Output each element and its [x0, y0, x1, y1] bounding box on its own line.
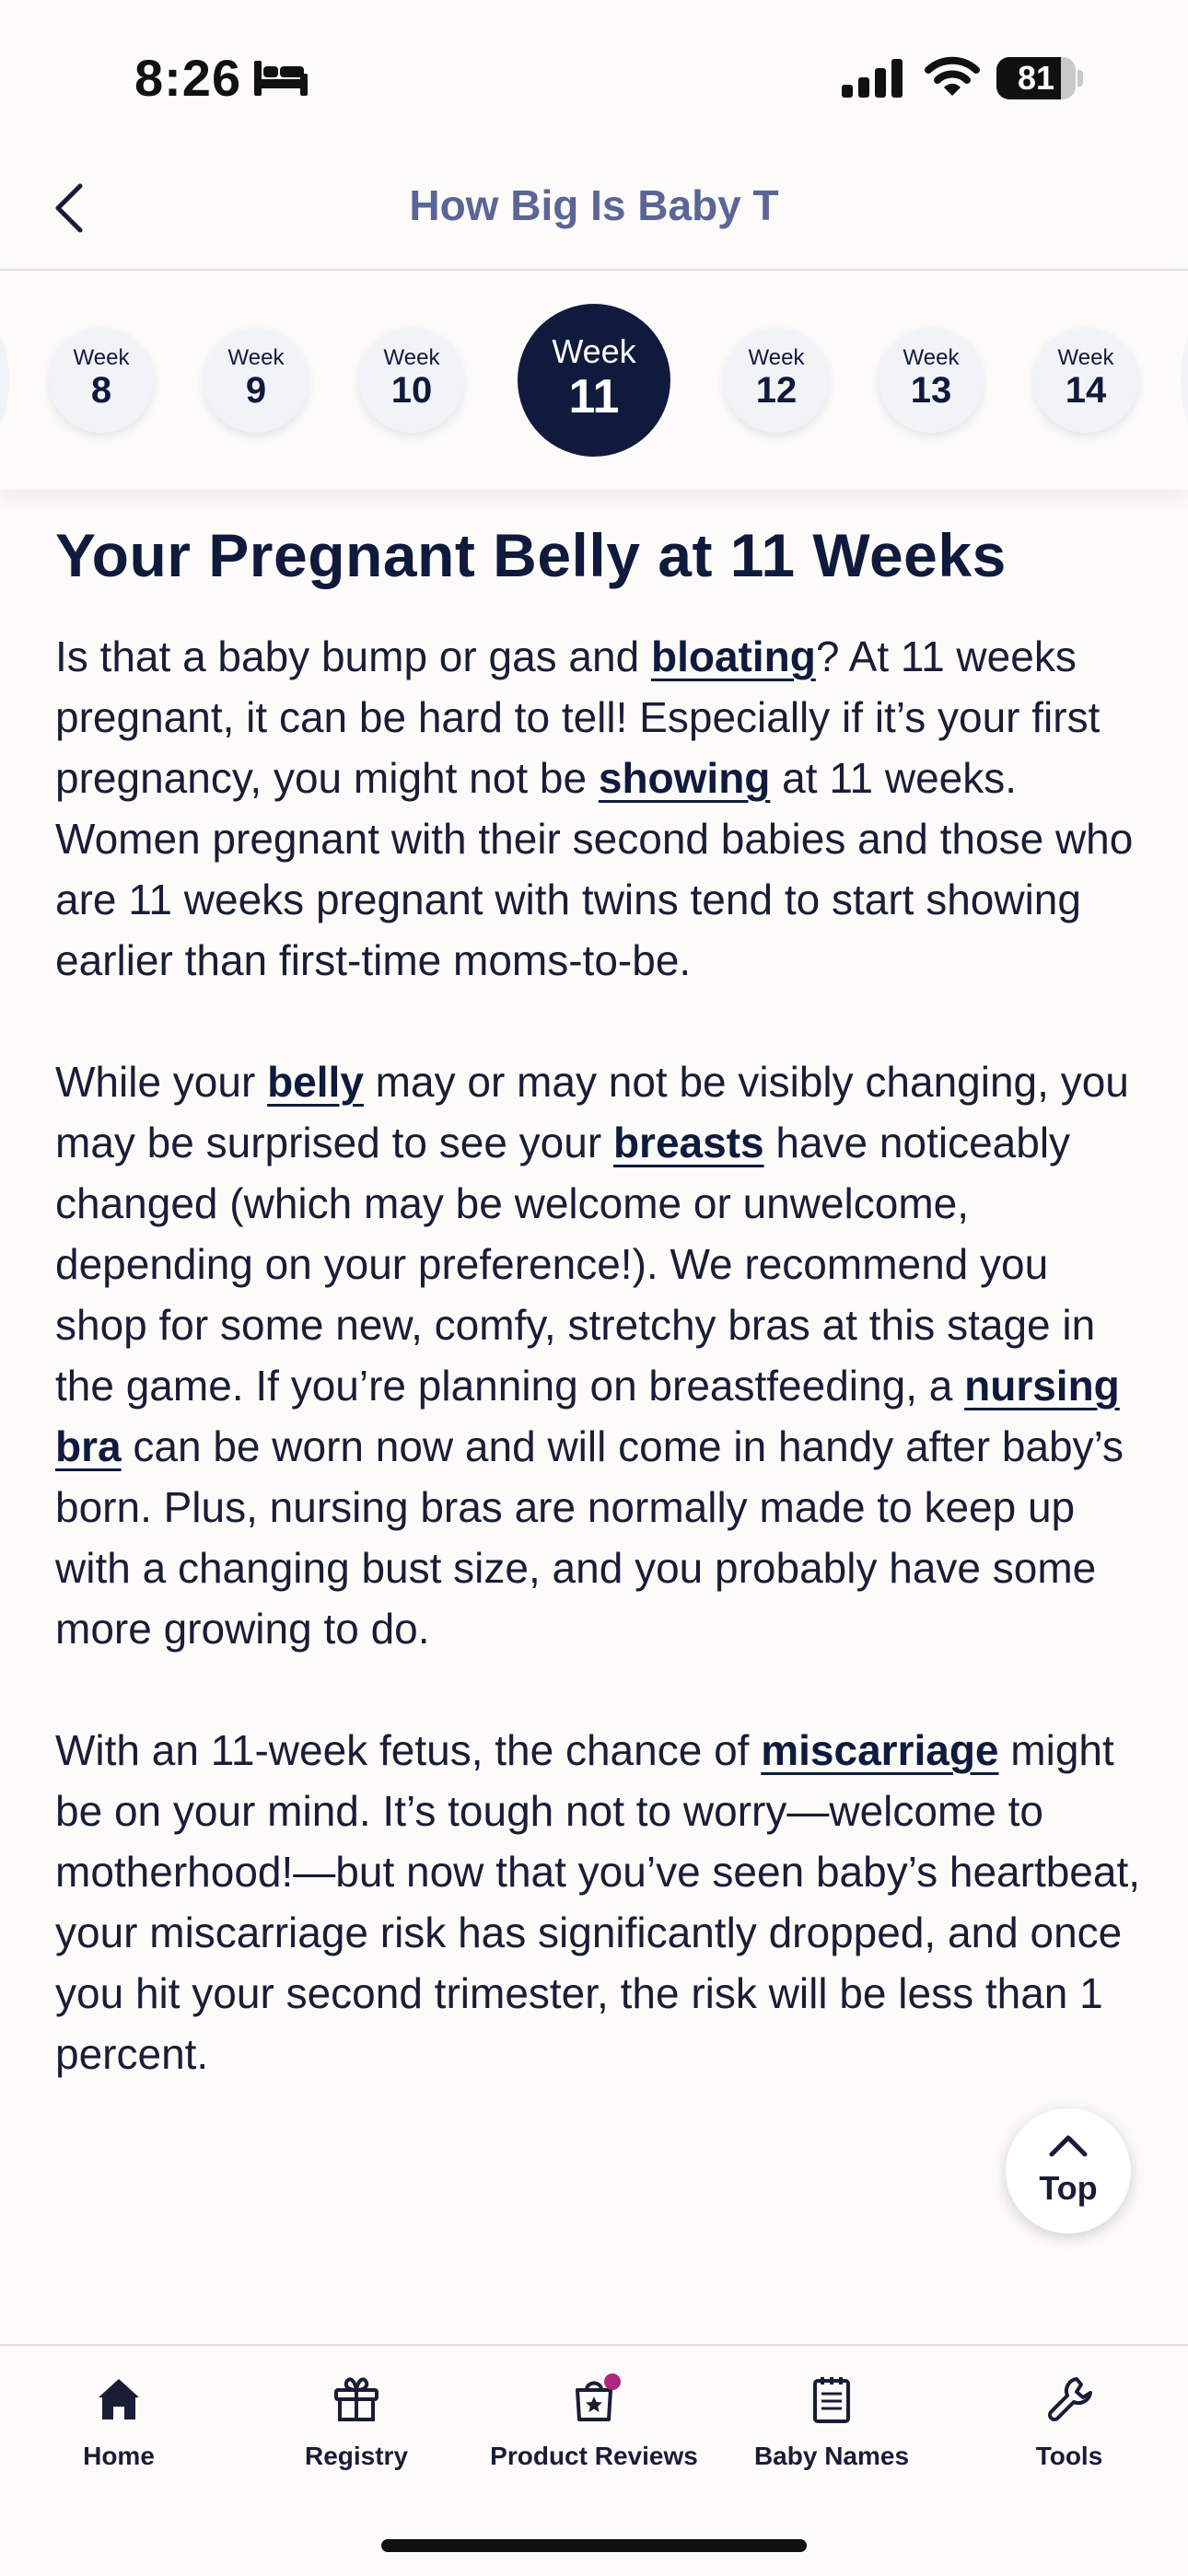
status-bar [0, 0, 1188, 157]
notification-badge [604, 2373, 621, 2390]
week-chip-9[interactable] [204, 328, 309, 433]
link-showing[interactable]: showing [598, 754, 771, 802]
scroll-top-button[interactable] [1006, 2108, 1131, 2234]
tab-tools[interactable] [950, 2373, 1188, 2502]
week-chip-label: Week [552, 332, 636, 370]
link-nursing-bra[interactable]: nursing bra [55, 1362, 1120, 1470]
notepad-icon [806, 2373, 857, 2425]
battery-icon [996, 57, 1083, 99]
link-miscarriage[interactable]: miscarriage [761, 1726, 999, 1774]
home-icon [93, 2373, 145, 2425]
week-chip-number: 10 [390, 370, 433, 411]
week-chip-13[interactable] [879, 328, 984, 433]
week-chip-14[interactable] [1033, 328, 1138, 433]
page-title: How Big Is Baby T [409, 181, 779, 229]
week-chip-number: 12 [755, 370, 798, 411]
tab-baby-names[interactable] [713, 2373, 950, 2502]
link-bloating[interactable]: bloating [650, 632, 816, 680]
week-chip-label: Week [73, 345, 130, 370]
chevron-up-icon [1048, 2132, 1089, 2158]
link-belly[interactable]: belly [267, 1058, 364, 1106]
tab-home[interactable] [0, 2373, 238, 2502]
week-chip-label: Week [748, 345, 805, 370]
week-chip-label: Week [1057, 345, 1114, 370]
week-selector[interactable] [0, 271, 1188, 490]
wrench-icon [1043, 2373, 1095, 2425]
week-chip-label: Week [227, 345, 285, 370]
status-time: 8:26 [134, 49, 242, 107]
week-chip-number: 11 [568, 370, 620, 424]
tab-registry[interactable] [238, 2373, 475, 2502]
week-chip-8[interactable] [49, 328, 154, 433]
bed-icon [254, 61, 308, 96]
week-chip-partial-right[interactable] [1181, 328, 1188, 433]
article-title: Your Pregnant Belly at 11 Weeks [55, 521, 1007, 589]
week-chip-label: Week [903, 345, 960, 370]
article-paragraph-2: While your belly may or may not be visibly changing, you may be surprised to see your breasts have noticeably changed (which may be welcome or unwelcome, depending on your preference!). We recommend you shop for some new, comfy, stretchy bras at this stage in the game. If you’re planning on breastfeeding, a nursing bra can be worn now and will come in handy after baby’s born. Plus, nursing bras are normally made to keep up with a changing bust size, and you probably have some more growing to do. [55, 1058, 1129, 1653]
wifi-icon [925, 55, 980, 98]
week-chip-number: 13 [910, 370, 952, 411]
nav-header [0, 157, 1188, 271]
scroll-top-label: Top [1039, 2169, 1098, 2207]
article-paragraph-3: With an 11-week fetus, the chance of miscarriage might be on your mind. It’s tough not to worry—welcome to motherhood!—but now that you’ve seen baby’s heartbeat, your miscarriage risk has significantly dropped, and once you hit your second trimester, the risk will be less than 1 percent. [55, 1726, 1141, 2078]
week-chip-11-selected[interactable] [518, 304, 670, 457]
tab-label: Registry [304, 2442, 409, 2470]
article-paragraph-1: Is that a baby bump or gas and bloating? At 11 weeks pregnant, it can be hard to tell! Especially if it’s your first pregnancy, you might not be showing at 11 weeks. Women pregnant with their second babies and those who are 11 weeks pregnant with twins tend to start showing earlier than first-time moms-to-be. [55, 632, 1134, 984]
tab-label: Home [83, 2442, 155, 2470]
tab-label: Tools [1035, 2442, 1103, 2470]
gift-icon [331, 2373, 382, 2425]
week-chip-partial-left[interactable] [0, 328, 9, 433]
battery-percent: 81 [1017, 59, 1055, 97]
link-breasts[interactable]: breasts [612, 1119, 764, 1166]
week-chip-number: 14 [1065, 370, 1107, 411]
tab-label: Baby Names [753, 2442, 910, 2470]
signal-icon [842, 59, 904, 98]
week-chip-12[interactable] [724, 328, 829, 433]
home-indicator[interactable] [381, 2539, 807, 2552]
week-chip-label: Week [383, 345, 440, 370]
tab-product-reviews[interactable] [475, 2373, 713, 2502]
week-chip-number: 9 [245, 370, 267, 411]
week-chip-number: 8 [90, 370, 112, 411]
tab-label: Product Reviews [490, 2442, 698, 2470]
article [55, 508, 1142, 2084]
week-chip-10[interactable] [359, 328, 464, 433]
